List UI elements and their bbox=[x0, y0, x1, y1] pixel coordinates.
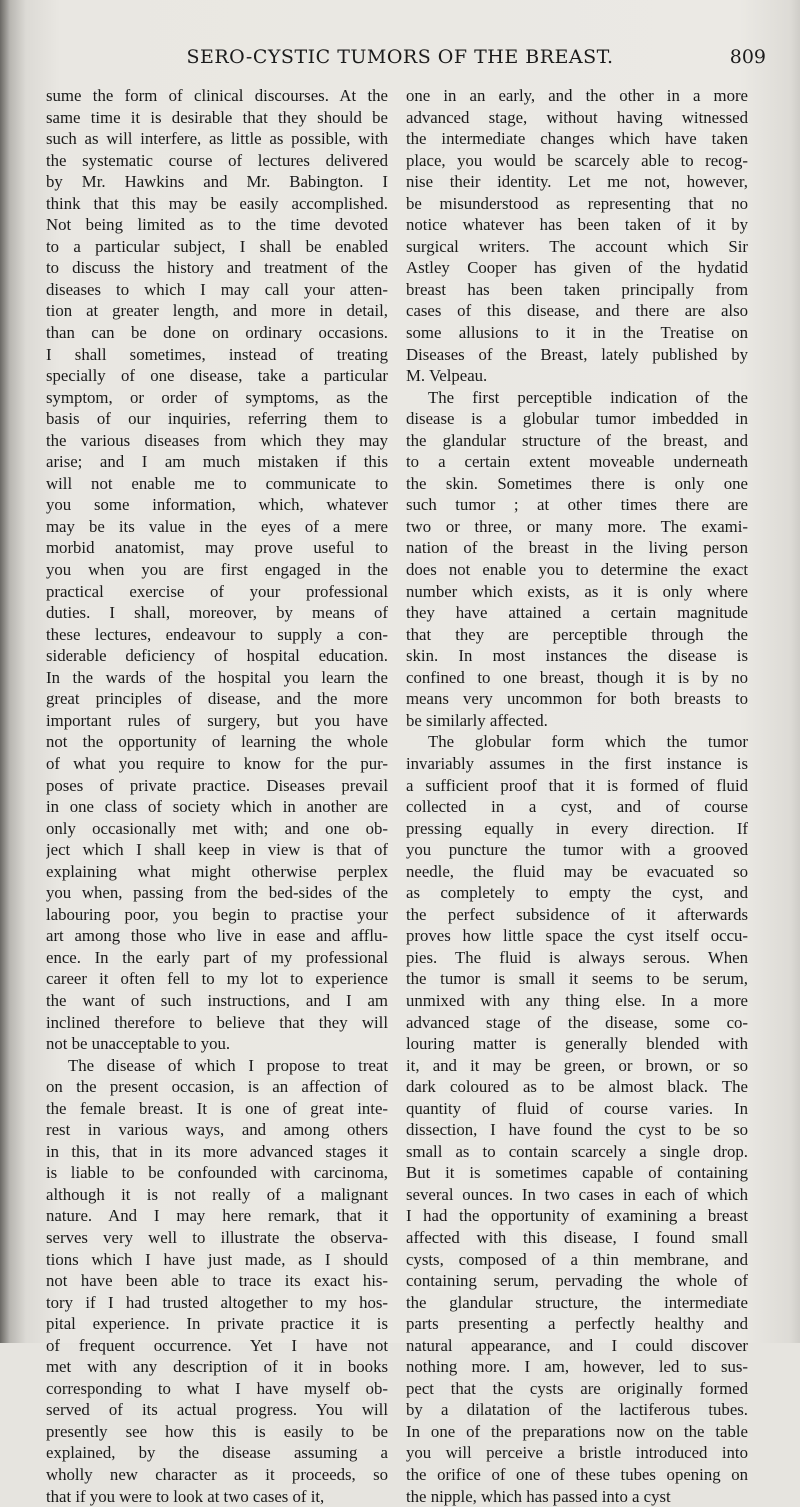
left-column-line: explaining what might otherwise perplex bbox=[46, 861, 388, 881]
right-column-line: needle, the fluid may be evacuated so bbox=[406, 861, 748, 881]
right-column-line: pect that the cysts are originally formed bbox=[406, 1378, 748, 1398]
left-column-line: In the wards of the hospital you learn the bbox=[46, 667, 388, 687]
right-column-line: does not enable you to determine the exact bbox=[406, 560, 748, 580]
left-column-line: you when you are first engaged in the bbox=[46, 560, 388, 580]
right-column-line: I had the opportunity of examining a breast bbox=[406, 1206, 748, 1226]
left-column-line: wholly new character as it proceeds, so bbox=[46, 1465, 388, 1484]
left-column-line: although it is not really of a malignant bbox=[46, 1184, 388, 1204]
right-column-line: the intermediate changes which have taken bbox=[406, 129, 748, 149]
right-column-line: some allusions to it in the Treatise on bbox=[406, 323, 748, 343]
right-column-line: the glandular structure of the breast, and bbox=[406, 430, 748, 450]
left-column-line: not the opportunity of learning the whole bbox=[46, 732, 388, 752]
left-column-line: these lectures, endeavour to supply a con- bbox=[46, 624, 388, 644]
right-column-line: two or three, or many more. The exami- bbox=[406, 516, 748, 536]
right-column-line: you will perceive a bristle introduced into bbox=[406, 1443, 748, 1463]
left-column-line: I shall sometimes, instead of treating bbox=[46, 344, 388, 364]
left-column-line: explained, by the disease assuming a bbox=[46, 1443, 388, 1463]
left-column-line: the systematic course of lectures delivered bbox=[46, 150, 388, 170]
right-column-line: The globular form which the tumor bbox=[428, 732, 748, 752]
right-column-line: surgical writers. The account which Sir bbox=[406, 236, 748, 256]
right-column-line: be similarly affected. bbox=[406, 710, 548, 730]
left-column-line: met with any description of it in books bbox=[46, 1357, 388, 1377]
left-column-line: career it often fell to my lot to experience bbox=[46, 969, 388, 989]
right-column-line: a sufficient proof that it is formed of fluid bbox=[406, 775, 748, 795]
right-column-line: pies. The fluid is always serous. When bbox=[406, 947, 748, 967]
right-column-line: breast has been taken principally from bbox=[406, 279, 748, 299]
left-column-line: the various diseases from which they may bbox=[46, 430, 388, 450]
right-column-line: nise their identity. Let me not, however, bbox=[406, 172, 748, 192]
left-column-line: tion at greater length, and more in detail, bbox=[46, 301, 388, 321]
left-column-line: of what you require to know for the pur- bbox=[46, 753, 388, 773]
right-column-line: the perfect subsidence of it afterwards bbox=[406, 904, 748, 924]
right-column-line: means very uncommon for both breasts to bbox=[406, 689, 748, 709]
right-column-line: small as to contain scarcely a single drop. bbox=[406, 1141, 748, 1161]
left-column-line: only occasionally met with; and one ob- bbox=[46, 818, 388, 838]
left-column-line: nature. And I may here remark, that it bbox=[46, 1206, 388, 1226]
left-column-line: of frequent occurrence. Yet I have not bbox=[46, 1335, 388, 1355]
right-column-line: unmixed with any thing else. In a more bbox=[406, 990, 748, 1010]
right-column-line: parts presenting a perfectly healthy and bbox=[406, 1314, 748, 1334]
right-column-line: advanced stage, without having witnessed bbox=[406, 107, 748, 127]
left-column-line: important rules of surgery, but you have bbox=[46, 710, 388, 730]
left-column-line: sume the form of clinical discourses. At the bbox=[46, 86, 388, 105]
right-column-line: quantity of fluid of course varies. In bbox=[406, 1098, 748, 1118]
right-column-line: disease is a globular tumor imbedded in bbox=[406, 409, 748, 429]
left-column-line: arise; and I am much mistaken if this bbox=[46, 452, 388, 472]
right-column-line: as completely to empty the cyst, and bbox=[406, 883, 748, 903]
right-column-line: confined to one breast, though it is by no bbox=[406, 667, 748, 687]
left-column-line: not be unacceptable to you. bbox=[46, 1034, 231, 1054]
left-column-line: will not enable me to communicate to bbox=[46, 473, 388, 493]
right-column-line: collected in a cyst, and of course bbox=[406, 797, 748, 817]
running-title: SERO-CYSTIC TUMORS OF THE BREAST. bbox=[186, 46, 614, 68]
left-column bbox=[46, 85, 388, 1507]
left-column-line: great principles of disease, and the more bbox=[46, 689, 388, 709]
right-column-line: pressing equally in every direction. If bbox=[406, 818, 748, 838]
right-column-line: skin. In most instances the disease is bbox=[406, 646, 748, 666]
left-column-line: diseases to which I may call your atten- bbox=[46, 279, 388, 299]
right-column-line: the glandular structure, the intermediate bbox=[406, 1292, 748, 1312]
right-column-line: natural appearance, and I could discover bbox=[406, 1335, 748, 1355]
left-column-line: served of its actual progress. You will bbox=[46, 1400, 388, 1420]
right-column-line: you puncture the tumor with a grooved bbox=[406, 840, 748, 860]
left-column-line: the want of such instructions, and I am bbox=[46, 990, 388, 1010]
left-column-line: art among those who live in ease and afflu- bbox=[46, 926, 388, 946]
left-column-line: practical exercise of your professional bbox=[46, 581, 388, 601]
left-column-line: you when, passing from the bed-sides of the bbox=[46, 883, 388, 903]
left-column-line: The disease of which I propose to treat bbox=[68, 1055, 388, 1075]
left-column-line: Not being limited as to the time devoted bbox=[46, 215, 388, 235]
right-column-line: number which exists, as it is only where bbox=[406, 581, 748, 601]
right-column-line: advanced stage of the disease, some co- bbox=[406, 1012, 748, 1032]
left-column-line: pital experience. In private practice it is bbox=[46, 1314, 388, 1334]
left-column-line: by Mr. Hawkins and Mr. Babington. I bbox=[46, 172, 388, 192]
right-column-line: place, you would be scarcely able to recog- bbox=[406, 150, 748, 170]
left-column-line: basis of our inquiries, referring them to bbox=[46, 409, 388, 429]
right-column-line: containing serum, pervading the whole of bbox=[406, 1271, 748, 1291]
right-column-line: it, and it may be green, or brown, or so bbox=[406, 1055, 748, 1075]
left-column-line: not have been able to trace its exact his- bbox=[46, 1271, 388, 1291]
right-column-line: nothing more. I am, however, led to sus- bbox=[406, 1357, 748, 1377]
right-column-line: invariably assumes in the first instance is bbox=[406, 753, 748, 773]
left-column-line: tory if I had trusted altogether to my hos- bbox=[46, 1292, 388, 1312]
left-column-line: inclined therefore to believe that they will bbox=[46, 1012, 388, 1032]
right-column-line: such tumor ; at other times there are bbox=[406, 495, 748, 515]
left-column-line: than can be done on ordinary occasions. bbox=[46, 323, 388, 343]
left-column-line: is liable to be confounded with carcinoma, bbox=[46, 1163, 388, 1183]
right-column-line: affected with this disease, I found small bbox=[406, 1227, 748, 1247]
left-column-line: poses of private practice. Diseases prevail bbox=[46, 775, 388, 795]
left-column-line: ence. In the early part of my professional bbox=[46, 947, 388, 967]
left-column-line: think that this may be easily accomplished. bbox=[46, 193, 388, 213]
right-column-line: The first perceptible indication of the bbox=[428, 387, 748, 407]
right-column-line: one in an early, and the other in a more bbox=[406, 86, 748, 105]
running-header bbox=[0, 40, 800, 72]
right-column-line: louring matter is generally blended with bbox=[406, 1034, 748, 1054]
right-column-line: several ounces. In two cases in each of which bbox=[406, 1184, 748, 1204]
left-column-line: labouring poor, you begin to practise your bbox=[46, 904, 388, 924]
right-column-line: dissection, I have found the cyst to be so bbox=[406, 1120, 748, 1140]
right-column-line: Diseases of the Breast, lately published by bbox=[406, 344, 748, 364]
right-column-line: dark coloured as to be almost black. The bbox=[406, 1077, 748, 1097]
left-column-line: duties. I shall, moreover, by means of bbox=[46, 603, 388, 623]
right-column-line: the tumor is small it seems to be serum, bbox=[406, 969, 748, 989]
left-column-line: on the present occasion, is an affection of bbox=[46, 1077, 388, 1097]
left-column-line: may be its value in the eyes of a mere bbox=[46, 516, 388, 536]
left-column-line: the female breast. It is one of great inte- bbox=[46, 1098, 388, 1118]
right-column-line: the nipple, which has passed into a cyst bbox=[406, 1486, 671, 1506]
left-column-line: in one class of society which in another are bbox=[46, 797, 388, 817]
left-column-line: to a particular subject, I shall be enabled bbox=[46, 236, 388, 256]
right-column-line: be misunderstood as representing that no bbox=[406, 193, 748, 213]
right-column-line: they have attained a certain magnitude bbox=[406, 603, 748, 623]
left-column-line: such as will interfere, as little as possible, with bbox=[46, 129, 388, 149]
right-column-line: by a dilatation of the lactiferous tubes. bbox=[406, 1400, 748, 1420]
right-column-line: cases of this disease, and there are also bbox=[406, 301, 748, 321]
right-column-line: But it is sometimes capable of containing bbox=[406, 1163, 748, 1183]
left-column-line: in this, that in its more advanced stages it bbox=[46, 1141, 388, 1161]
right-column-line: proves how little space the cyst itself occu- bbox=[406, 926, 748, 946]
right-column-line: nation of the breast in the living person bbox=[406, 538, 748, 558]
left-column-line: tions which I have just made, as I should bbox=[46, 1249, 388, 1269]
right-column-line: In one of the preparations now on the table bbox=[406, 1421, 748, 1441]
right-column-line: to a certain extent moveable underneath bbox=[406, 452, 748, 472]
left-column-line: rest in various ways, and among others bbox=[46, 1120, 388, 1140]
left-column-line: specially of one disease, take a particular bbox=[46, 366, 388, 386]
left-column-line: corresponding to what I have myself ob- bbox=[46, 1378, 388, 1398]
left-column-line: you some information, which, whatever bbox=[46, 495, 388, 515]
right-column-line: M. Velpeau. bbox=[406, 366, 488, 386]
right-column-line: that they are perceptible through the bbox=[406, 624, 748, 644]
left-column-line: ject which I shall keep in view is that of bbox=[46, 840, 388, 860]
left-column-line: to discuss the history and treatment of the bbox=[46, 258, 388, 278]
left-column-line: presently see how this is easily to be bbox=[46, 1421, 388, 1441]
right-column bbox=[406, 85, 748, 1507]
left-column-line: serves very well to illustrate the observa- bbox=[46, 1227, 388, 1247]
left-column-line: that if you were to look at two cases of it, bbox=[46, 1486, 325, 1506]
left-column-line: siderable deficiency of hospital education. bbox=[46, 646, 388, 666]
left-column-line: symptom, or order of symptoms, as the bbox=[46, 387, 388, 407]
right-column-line: the skin. Sometimes there is only one bbox=[406, 473, 748, 493]
right-column-line: the orifice of one of these tubes opening on bbox=[406, 1465, 748, 1484]
left-column-line: morbid anatomist, may prove useful to bbox=[46, 538, 388, 558]
page-number: 809 bbox=[729, 46, 766, 68]
right-column-line: notice whatever has been taken of it by bbox=[406, 215, 748, 235]
right-column-line: cysts, composed of a thin membrane, and bbox=[406, 1249, 748, 1269]
left-column-line: same time it is desirable that they should be bbox=[46, 107, 388, 127]
right-column-line: Astley Cooper has given of the hydatid bbox=[406, 258, 748, 278]
